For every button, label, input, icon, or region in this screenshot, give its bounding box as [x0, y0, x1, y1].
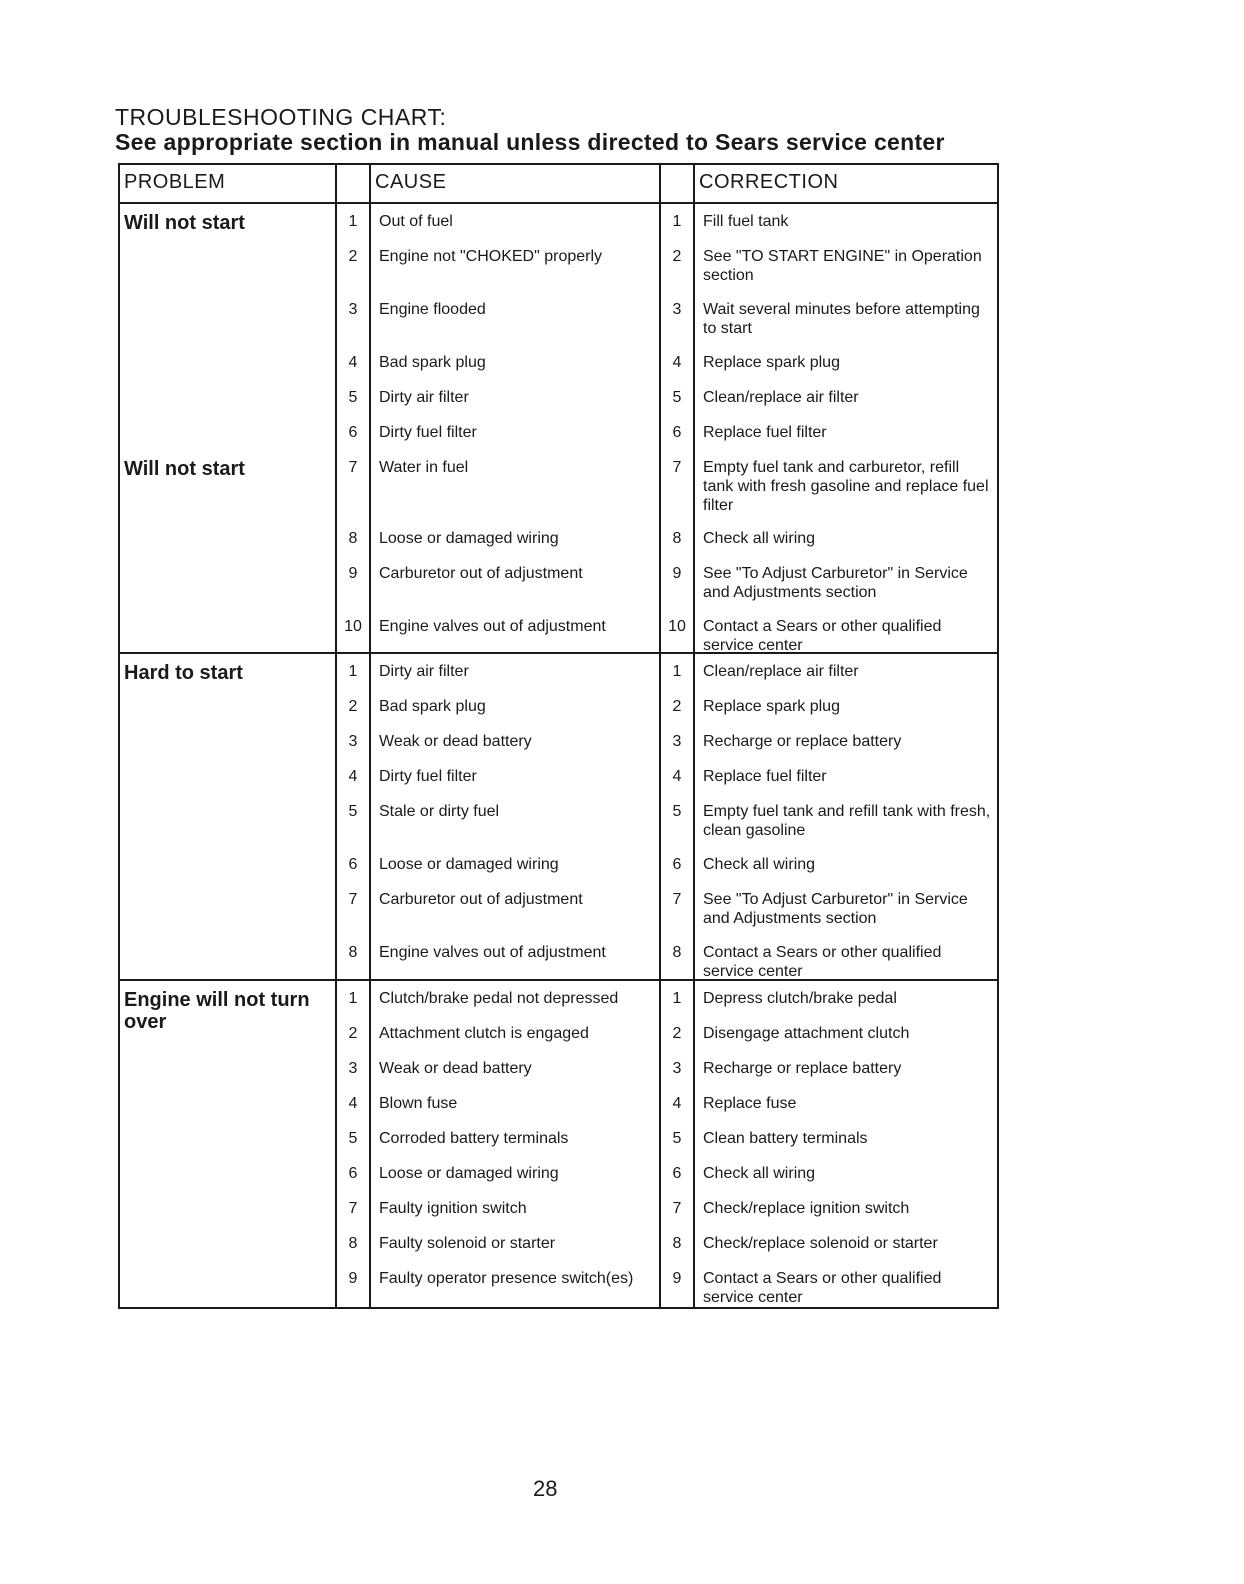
table-row [337, 292, 997, 345]
problem-block [120, 979, 997, 1307]
correction-number: 4 [661, 1086, 695, 1121]
correction-number: 2 [661, 689, 695, 724]
correction-number: 1 [661, 654, 695, 689]
table-row [337, 759, 997, 794]
correction-text: Contact a Sears or other qualified service center [703, 618, 942, 654]
table-row [337, 935, 997, 979]
correction-text: Replace fuse [703, 1095, 797, 1112]
correction-text: Disengage attachment clutch [703, 1025, 910, 1042]
correction-text: Replace spark plug [703, 698, 840, 715]
correction-text: Recharge or replace battery [703, 733, 902, 750]
correction-number: 1 [661, 204, 695, 239]
cause-number: 10 [337, 609, 371, 652]
correction-number: 3 [661, 724, 695, 759]
table-row [337, 345, 997, 380]
correction-number: 8 [661, 1226, 695, 1261]
table-row [337, 1016, 997, 1051]
correction-text: Contact a Sears or other qualified service center [703, 944, 942, 980]
problem-header: PROBLEM [120, 165, 337, 202]
cause-text: Loose or damaged wiring [371, 521, 661, 556]
cause-number: 6 [337, 415, 371, 450]
correction-number: 2 [661, 1016, 695, 1051]
cause-text: Carburetor out of adjustment [371, 882, 661, 935]
cause-text: Engine not "CHOKED" properly [371, 239, 661, 292]
table-row [337, 450, 997, 521]
table-header-row [120, 165, 997, 202]
correction-text: Check/replace solenoid or starter [703, 1235, 938, 1252]
cause-number: 8 [337, 935, 371, 979]
cause-text: Engine valves out of adjustment [371, 609, 661, 652]
correction-text: Recharge or replace battery [703, 1060, 902, 1077]
cause-number: 9 [337, 1261, 371, 1307]
correction-number: 1 [661, 981, 695, 1016]
correction-number: 3 [661, 292, 695, 345]
correction-text: Replace fuel filter [703, 768, 827, 785]
cause-number: 2 [337, 689, 371, 724]
cause-number: 5 [337, 1121, 371, 1156]
cause-number: 3 [337, 292, 371, 345]
correction-number: 8 [661, 935, 695, 979]
correction-text: Clean/replace air filter [703, 663, 859, 680]
problem-label: Hard to start [124, 662, 243, 684]
problem-label: Will not start [124, 212, 245, 234]
cause-text: Attachment clutch is engaged [371, 1016, 661, 1051]
page-number: 28 [533, 1476, 558, 1501]
table-row [337, 882, 997, 935]
cause-text: Dirty fuel filter [371, 759, 661, 794]
cause-text: Weak or dead battery [371, 1051, 661, 1086]
table-row [337, 654, 997, 689]
correction-text: See "To Adjust Carburetor" in Service and Adjustments section [703, 891, 968, 927]
problem-cell [120, 204, 337, 652]
correction-number: 4 [661, 345, 695, 380]
correction-header: CORRECTION [699, 171, 839, 193]
table-body [120, 202, 997, 1307]
problem-block [120, 652, 997, 979]
correction-number: 8 [661, 521, 695, 556]
table-row [337, 204, 997, 239]
page-subtitle: See appropriate section in manual unless directed to Sears service center [115, 129, 945, 155]
page-title: TROUBLESHOOTING CHART: [115, 104, 447, 130]
correction-number: 9 [661, 1261, 695, 1307]
correction-number: 4 [661, 759, 695, 794]
cause-number: 7 [337, 1191, 371, 1226]
cause-number: 6 [337, 847, 371, 882]
correction-text: Clean/replace air filter [703, 389, 859, 406]
correction-text: Check all wiring [703, 530, 816, 547]
correction-text: See "TO START ENGINE" in Operation section [703, 248, 982, 284]
problem-label: Engine will not turn over [124, 989, 310, 1033]
correction-number: 7 [661, 882, 695, 935]
troubleshooting-table [118, 163, 999, 1309]
table-row [337, 1261, 997, 1307]
correction-text: Clean battery terminals [703, 1130, 868, 1147]
cause-text: Weak or dead battery [371, 724, 661, 759]
problem-label: Will not start [124, 458, 245, 480]
correction-number: 7 [661, 450, 695, 521]
cause-number: 5 [337, 794, 371, 847]
correction-text: Depress clutch/brake pedal [703, 990, 897, 1007]
cause-number: 4 [337, 1086, 371, 1121]
cause-number: 7 [337, 450, 371, 521]
cause-number: 3 [337, 724, 371, 759]
cause-text: Bad spark plug [371, 345, 661, 380]
cause-text: Loose or damaged wiring [371, 847, 661, 882]
correction-number: 5 [661, 794, 695, 847]
cause-text: Dirty air filter [371, 654, 661, 689]
cause-text: Clutch/brake pedal not depressed [371, 981, 661, 1016]
cause-number: 5 [337, 380, 371, 415]
correction-number: 5 [661, 380, 695, 415]
cause-text: Faulty ignition switch [371, 1191, 661, 1226]
table-row [337, 724, 997, 759]
cause-number: 8 [337, 521, 371, 556]
cause-text: Dirty fuel filter [371, 415, 661, 450]
cause-header: CAUSE [371, 165, 661, 202]
table-row [337, 380, 997, 415]
correction-text: Wait several minutes before attempting to start [703, 301, 980, 337]
correction-text: Fill fuel tank [703, 213, 789, 230]
cause-number: 2 [337, 239, 371, 292]
cause-number: 4 [337, 345, 371, 380]
cause-text: Dirty air filter [371, 380, 661, 415]
correction-number: 6 [661, 847, 695, 882]
table-row [337, 556, 997, 609]
table-row [337, 1051, 997, 1086]
problem-cell [120, 654, 337, 979]
correction-number: 6 [661, 415, 695, 450]
correction-text: Check/replace ignition switch [703, 1200, 910, 1217]
cause-text: Faulty operator presence switch(es) [371, 1261, 661, 1307]
table-row [337, 1191, 997, 1226]
cause-text: Corroded battery terminals [371, 1121, 661, 1156]
cause-number: 1 [337, 981, 371, 1016]
cause-number: 4 [337, 759, 371, 794]
correction-text: See "To Adjust Carburetor" in Service and Adjustments section [703, 565, 968, 601]
table-row [337, 521, 997, 556]
correction-text: Contact a Sears or other qualified service center [703, 1270, 942, 1306]
table-row [337, 981, 997, 1016]
table-row [337, 1226, 997, 1261]
cause-text: Blown fuse [371, 1086, 661, 1121]
cause-text: Stale or dirty fuel [371, 794, 661, 847]
problem-cell [120, 981, 337, 1307]
table-row [337, 1121, 997, 1156]
cause-text: Out of fuel [371, 204, 661, 239]
correction-number: 2 [661, 239, 695, 292]
cause-text: Faulty solenoid or starter [371, 1226, 661, 1261]
correction-text: Empty fuel tank and carburetor, refill tank with fresh gasoline and replace fuel filter [703, 459, 989, 514]
cause-text: Bad spark plug [371, 689, 661, 724]
cause-number: 3 [337, 1051, 371, 1086]
table-row [337, 847, 997, 882]
cause-number: 9 [337, 556, 371, 609]
cause-text: Engine valves out of adjustment [371, 935, 661, 979]
correction-text: Empty fuel tank and refill tank with fresh, clean gasoline [703, 803, 991, 839]
correction-number: 5 [661, 1121, 695, 1156]
correction-number: 9 [661, 556, 695, 609]
correction-number: 3 [661, 1051, 695, 1086]
cause-number: 2 [337, 1016, 371, 1051]
table-row [337, 689, 997, 724]
correction-text: Check all wiring [703, 1165, 816, 1182]
table-row [337, 415, 997, 450]
correction-number: 7 [661, 1191, 695, 1226]
table-row [337, 609, 997, 652]
correction-number: 10 [661, 609, 695, 652]
correction-text: Replace fuel filter [703, 424, 827, 441]
table-row [337, 1156, 997, 1191]
cause-number: 6 [337, 1156, 371, 1191]
table-row [337, 1086, 997, 1121]
cause-num-header [337, 165, 371, 202]
cause-text: Water in fuel [371, 450, 661, 521]
correction-text: Check all wiring [703, 856, 816, 873]
cause-text: Carburetor out of adjustment [371, 556, 661, 609]
correction-text: Replace spark plug [703, 354, 840, 371]
cause-text: Engine flooded [371, 292, 661, 345]
correction-num-header [661, 165, 695, 202]
cause-number: 1 [337, 204, 371, 239]
table-row [337, 239, 997, 292]
cause-number: 1 [337, 654, 371, 689]
problem-block [120, 202, 997, 652]
cause-number: 7 [337, 882, 371, 935]
cause-number: 8 [337, 1226, 371, 1261]
table-row [337, 794, 997, 847]
correction-number: 6 [661, 1156, 695, 1191]
cause-text: Loose or damaged wiring [371, 1156, 661, 1191]
